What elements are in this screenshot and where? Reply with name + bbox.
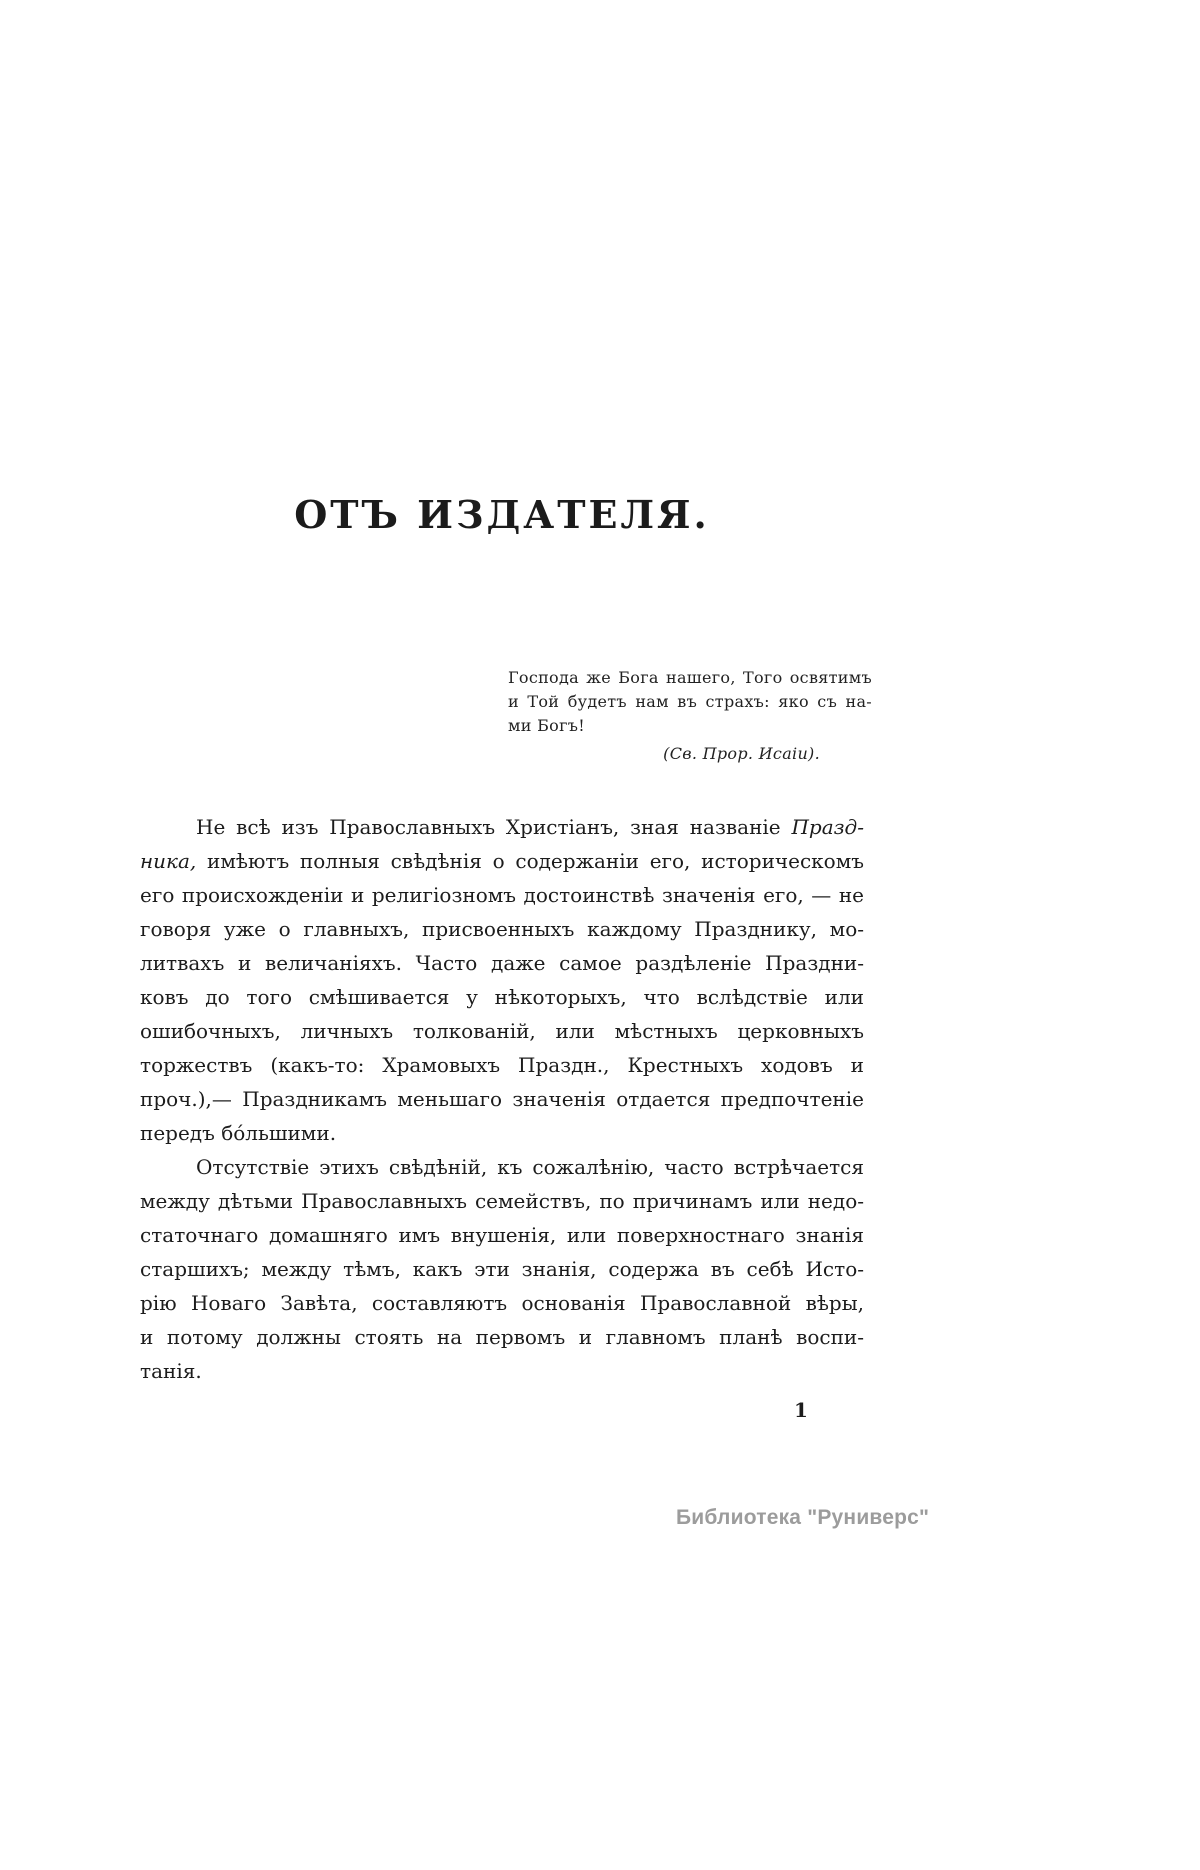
italic-text-segment: ника, [140, 849, 197, 873]
epigraph [508, 666, 872, 766]
page-number: 1 [794, 1398, 808, 1422]
text-line: проч.),— Праздникамъ меньшаго значенія отдается предпочтеніе [140, 1087, 864, 1111]
epigraph-line: и Той будетъ нам въ страхъ: яко съ на- [508, 692, 872, 711]
paragraph-2 [140, 1150, 864, 1388]
text-line: ошибочныхъ, личныхъ толкованій, или мѣстныхъ церковныхъ [140, 1019, 864, 1043]
epigraph-line: Господа же Бога нашего, Того освятимъ [508, 668, 872, 687]
text-line: Отсутствіе этихъ свѣдѣній, къ сожалѣнію, часто встрѣчается [196, 1155, 864, 1179]
text-line: рію Новаго Завѣта, составляютъ основанія Православной вѣры, [140, 1291, 864, 1315]
text-line: и потому должны стоять на первомъ и главномъ планѣ воспи- [140, 1325, 864, 1349]
text-line: передъ бо́льшими. [140, 1121, 337, 1145]
paragraph-1 [140, 810, 864, 1150]
main-text [140, 810, 864, 1388]
library-watermark: Библиотека "Руниверс" [676, 1506, 930, 1529]
text-segment: имѣютъ полныя свѣдѣнія о содержаніи его, историческомъ [196, 849, 864, 873]
text-segment: Не всѣ изъ Православныхъ Христіанъ, зная названіе [196, 815, 792, 839]
text-line [140, 844, 864, 878]
text-line: статочнаго домашняго имъ внушенія, или поверхностнаго знанія [140, 1223, 864, 1247]
text-line [140, 810, 864, 844]
epigraph-attribution: (Св. Прор. Исаіи). [663, 744, 820, 763]
page-title: ОТЪ ИЗДАТЕЛЯ. [294, 492, 710, 537]
text-line: говоря уже о главныхъ, присвоенныхъ каждому Празднику, мо- [140, 917, 864, 941]
text-line: торжествъ (какъ-то: Храмовыхъ Праздн., Крестныхъ ходовъ и [140, 1053, 864, 1077]
text-line: ковъ до того смѣшивается у нѣкоторыхъ, что вслѣдствіе или [140, 985, 864, 1009]
text-line: между дѣтьми Православныхъ семействъ, по причинамъ или недо- [140, 1189, 864, 1213]
text-line: танія. [140, 1359, 202, 1383]
text-line: старшихъ; между тѣмъ, какъ эти знанія, содержа въ себѣ Исто- [140, 1257, 864, 1281]
italic-text-segment: Празд- [791, 815, 864, 839]
text-line: литвахъ и величаніяхъ. Часто даже самое раздѣленіе Праздни- [140, 951, 864, 975]
text-line: его происхожденіи и религіозномъ достоинствѣ значенія его, — не [140, 883, 864, 907]
epigraph-line: ми Богъ! [508, 716, 585, 735]
